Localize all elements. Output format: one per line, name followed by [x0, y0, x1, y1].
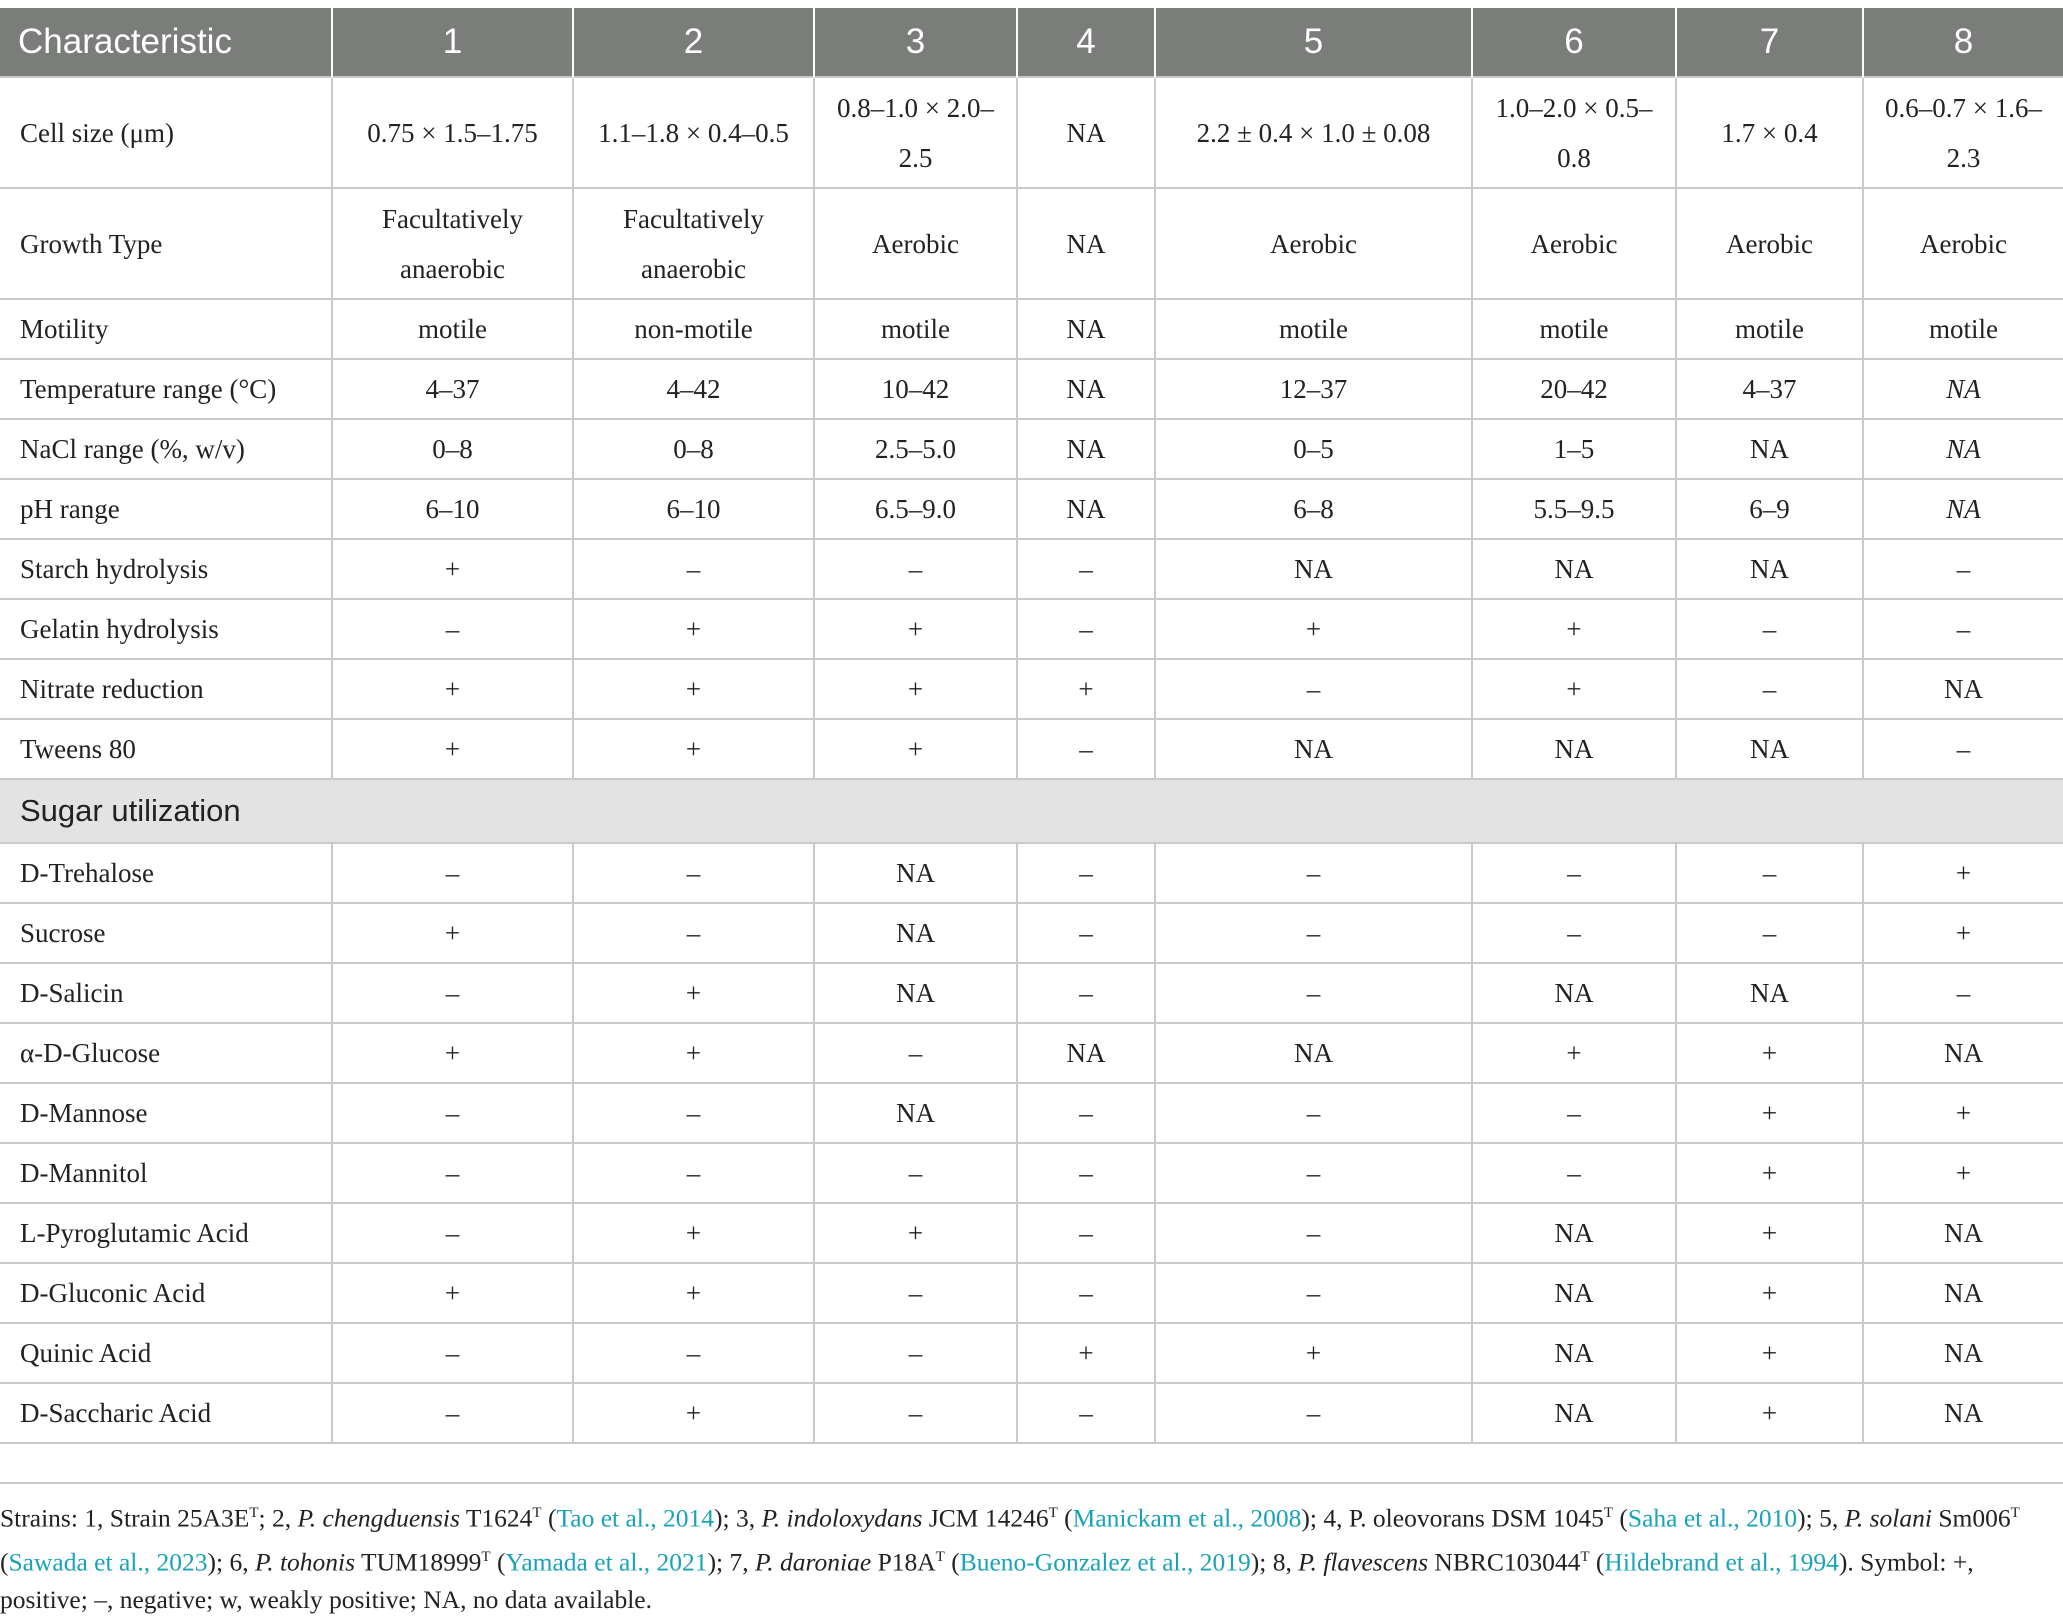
table-cell: –: [1155, 659, 1472, 719]
strain-3-id: JCM 14246: [922, 1503, 1049, 1533]
row-label: Nitrate reduction: [0, 659, 332, 719]
strain-4: 4, P. oleovorans DSM 1045: [1323, 1503, 1604, 1533]
table-cell: +: [332, 539, 573, 599]
table-cell: +: [573, 719, 814, 779]
table-cell: –: [332, 1383, 573, 1443]
table-cell: –: [1155, 1143, 1472, 1203]
table-row: [0, 1323, 2063, 1383]
table-cell: +: [1676, 1323, 1863, 1383]
table-cell: +: [814, 659, 1017, 719]
table-row: [0, 1143, 2063, 1203]
strain-2-id: T1624: [459, 1503, 533, 1533]
table-cell: –: [814, 539, 1017, 599]
table-cell: 2.2 ± 0.4 × 1.0 ± 0.08: [1155, 77, 1472, 188]
table-cell: –: [1863, 539, 2063, 599]
strain-8-id: NBRC103044: [1428, 1547, 1581, 1576]
strain-6-id: TUM18999: [355, 1547, 482, 1576]
row-label: Quinic Acid: [0, 1323, 332, 1383]
table-cell: 6–10: [573, 479, 814, 539]
table-cell: +: [573, 1383, 814, 1443]
table-cell: +: [814, 719, 1017, 779]
column-header-strain-6: 6: [1472, 8, 1676, 77]
row-label: D-Mannose: [0, 1083, 332, 1143]
row-label: pH range: [0, 479, 332, 539]
section-label: Sugar utilization: [0, 779, 2063, 843]
table-row: [0, 188, 2063, 299]
reference-link[interactable]: Tao et al., 2014: [556, 1503, 714, 1533]
table-cell: 4–37: [1676, 359, 1863, 419]
table-cell: +: [1676, 1263, 1863, 1323]
table-cell: –: [573, 539, 814, 599]
row-label: Temperature range (°C): [0, 359, 332, 419]
table-cell: 1.0–2.0 × 0.5–0.8: [1472, 77, 1676, 188]
table-header-row: [0, 8, 2063, 77]
table-cell: 2.5–5.0: [814, 419, 1017, 479]
strain-8-number: 8,: [1272, 1547, 1299, 1576]
table-cell: +: [1472, 599, 1676, 659]
table-cell: –: [332, 1143, 573, 1203]
column-header-strain-8: 8: [1863, 8, 2063, 77]
table-cell: –: [1863, 719, 2063, 779]
table-cell: –: [1017, 843, 1155, 903]
table-cell: NA: [1472, 539, 1676, 599]
table-cell: NA: [1155, 719, 1472, 779]
table-cell: –: [1017, 599, 1155, 659]
table-cell: NA: [1017, 479, 1155, 539]
table-cell: –: [332, 1203, 573, 1263]
row-label: Cell size (μm): [0, 77, 332, 188]
table-cell: –: [1017, 963, 1155, 1023]
table-row: [0, 599, 2063, 659]
row-label: D-Gluconic Acid: [0, 1263, 332, 1323]
table-cell: NA: [1472, 1323, 1676, 1383]
table-cell: 1.1–1.8 × 0.4–0.5: [573, 77, 814, 188]
table-cell: NA: [1472, 963, 1676, 1023]
table-cell: +: [1676, 1083, 1863, 1143]
table-cell: 1–5: [1472, 419, 1676, 479]
table-cell: NA: [1017, 299, 1155, 359]
table-cell: +: [814, 599, 1017, 659]
table-cell: 0–8: [573, 419, 814, 479]
table-cell: 20–42: [1472, 359, 1676, 419]
row-label: D-Saccharic Acid: [0, 1383, 332, 1443]
table-cell: +: [332, 1023, 573, 1083]
table-cell: –: [1017, 903, 1155, 963]
table-row: [0, 77, 2063, 188]
row-label: D-Mannitol: [0, 1143, 332, 1203]
table-cell: NA: [1472, 1263, 1676, 1323]
column-header-strain-5: 5: [1155, 8, 1472, 77]
table-cell: –: [1155, 1263, 1472, 1323]
table-cell: NA: [1676, 963, 1863, 1023]
table-cell: –: [332, 963, 573, 1023]
type-strain-mark: T: [935, 1548, 945, 1565]
table-cell: NA: [1155, 1023, 1472, 1083]
row-label: Starch hydrolysis: [0, 539, 332, 599]
table-cell: –: [573, 843, 814, 903]
column-header-strain-4: 4: [1017, 8, 1155, 77]
table-cell: –: [573, 1323, 814, 1383]
type-strain-mark: T: [1580, 1548, 1590, 1565]
table-cell: NA: [1017, 419, 1155, 479]
table-cell: NA: [1017, 1023, 1155, 1083]
column-header-strain-3: 3: [814, 8, 1017, 77]
table-cell: NA: [1863, 479, 2063, 539]
table-cell: NA: [1863, 1263, 2063, 1323]
table-cell: –: [814, 1383, 1017, 1443]
table-cell: –: [1676, 903, 1863, 963]
table-cell: +: [1863, 843, 2063, 903]
table-cell: +: [1863, 1083, 2063, 1143]
strain-7-id: P18A: [871, 1547, 936, 1576]
table-cell: NA: [814, 1083, 1017, 1143]
table-row: [0, 719, 2063, 779]
strain-2-species: P. chengduensis: [297, 1503, 460, 1533]
column-header-strain-1: 1: [332, 8, 573, 77]
strains-label: Strains:: [0, 1503, 85, 1533]
type-strain-mark: T: [1048, 1505, 1058, 1521]
table-row: [0, 299, 2063, 359]
table-cell: Aerobic: [814, 188, 1017, 299]
table-cell: +: [573, 599, 814, 659]
table-cell: +: [1472, 1023, 1676, 1083]
table-cell: +: [1863, 1143, 2063, 1203]
table-cell: NA: [1863, 1323, 2063, 1383]
reference-link[interactable]: Manickam et al., 2008: [1072, 1503, 1302, 1533]
table-cell: NA: [1472, 1203, 1676, 1263]
table-cell: –: [1472, 903, 1676, 963]
symbol-legend: Symbol: +, positive; –, negative; w, weakly positive; NA, no data available.: [0, 1547, 1974, 1614]
table-cell: –: [1155, 1083, 1472, 1143]
row-label: L-Pyroglutamic Acid: [0, 1203, 332, 1263]
table-cell: motile: [1676, 299, 1863, 359]
table-cell: +: [573, 1263, 814, 1323]
table-cell: –: [1472, 843, 1676, 903]
row-label: D-Salicin: [0, 963, 332, 1023]
strain-8-species: P. flavescens: [1298, 1547, 1429, 1576]
table-cell: NA: [1676, 539, 1863, 599]
table-row: [0, 1203, 2063, 1263]
table-row: [0, 539, 2063, 599]
table-cell: 6–8: [1155, 479, 1472, 539]
table-cell: 0.8–1.0 × 2.0–2.5: [814, 77, 1017, 188]
table-cell: –: [814, 1263, 1017, 1323]
reference-link[interactable]: Bueno-Gonzalez et al., 2019: [959, 1547, 1251, 1576]
table-cell: –: [1863, 599, 2063, 659]
table-row: [0, 659, 2063, 719]
table-cell: NA: [1017, 188, 1155, 299]
reference-link[interactable]: Saha et al., 2010: [1627, 1503, 1798, 1533]
table-cell: –: [1676, 599, 1863, 659]
table-cell: non-motile: [573, 299, 814, 359]
table-row: [0, 1023, 2063, 1083]
table-cell: –: [1017, 1083, 1155, 1143]
table-row: [0, 1083, 2063, 1143]
table-cell: –: [1017, 719, 1155, 779]
table-row: [0, 963, 2063, 1023]
table-cell: 0–8: [332, 419, 573, 479]
table-cell: NA: [814, 903, 1017, 963]
row-label: Motility: [0, 299, 332, 359]
table-cell: +: [573, 659, 814, 719]
table-cell: motile: [814, 299, 1017, 359]
table-cell: Facultatively anaerobic: [573, 188, 814, 299]
table-cell: –: [1017, 1143, 1155, 1203]
type-strain-mark: T: [481, 1548, 491, 1565]
table-cell: +: [814, 1203, 1017, 1263]
table-cell: –: [1155, 843, 1472, 903]
table-cell: +: [1676, 1023, 1863, 1083]
strain-6-number: 6,: [229, 1547, 255, 1576]
table-cell: –: [1676, 843, 1863, 903]
row-label: D-Trehalose: [0, 843, 332, 903]
table-cell: NA: [1676, 419, 1863, 479]
table-cell: 6–10: [332, 479, 573, 539]
table-cell: NA: [1472, 1383, 1676, 1443]
reference-link[interactable]: Hildebrand et al., 1994: [1604, 1547, 1839, 1576]
table-cell: +: [1017, 659, 1155, 719]
table-cell: –: [573, 903, 814, 963]
strain-6-species: P. tohonis: [254, 1547, 356, 1576]
table-cell: 0.75 × 1.5–1.75: [332, 77, 573, 188]
table-cell: NA: [1676, 719, 1863, 779]
table-cell: 6.5–9.0: [814, 479, 1017, 539]
table-cell: –: [1472, 1083, 1676, 1143]
type-strain-mark: T: [2010, 1505, 2020, 1521]
table-cell: +: [573, 963, 814, 1023]
table-cell: +: [1155, 599, 1472, 659]
strain-5-id: Sm006: [1931, 1503, 2011, 1533]
column-header-strain-2: 2: [573, 8, 814, 77]
reference-link[interactable]: Sawada et al., 2023: [8, 1547, 208, 1576]
column-header-strain-7: 7: [1676, 8, 1863, 77]
reference-link[interactable]: Yamada et al., 2021: [505, 1547, 708, 1576]
strain-7-number: 7,: [729, 1547, 756, 1576]
table-cell: +: [1472, 659, 1676, 719]
table-cell: +: [1155, 1323, 1472, 1383]
table-cell: –: [1017, 1263, 1155, 1323]
row-label: Sucrose: [0, 903, 332, 963]
strain-3-species: P. indoloxydans: [761, 1503, 923, 1533]
table-cell: –: [1155, 1203, 1472, 1263]
row-label: Tweens 80: [0, 719, 332, 779]
table-cell: –: [332, 599, 573, 659]
table-cell: Facultatively anaerobic: [332, 188, 573, 299]
table-cell: –: [1155, 1383, 1472, 1443]
table-cell: NA: [1863, 419, 2063, 479]
table-row: [0, 903, 2063, 963]
table-cell: –: [1472, 1143, 1676, 1203]
table-cell: –: [573, 1083, 814, 1143]
table-cell: 4–42: [573, 359, 814, 419]
table-cell: +: [1676, 1143, 1863, 1203]
table-cell: 0–5: [1155, 419, 1472, 479]
table-cell: +: [573, 1203, 814, 1263]
table-cell: –: [1863, 963, 2063, 1023]
table-cell: +: [332, 719, 573, 779]
table-cell: NA: [1863, 1023, 2063, 1083]
table-cell: +: [573, 1023, 814, 1083]
table-cell: +: [332, 659, 573, 719]
table-cell: Aerobic: [1863, 188, 2063, 299]
table-cell: +: [1676, 1383, 1863, 1443]
table-cell: –: [1155, 903, 1472, 963]
section-row-sugar-utilization: [0, 779, 2063, 843]
strain-3-number: 3,: [735, 1503, 762, 1533]
table-cell: –: [814, 1323, 1017, 1383]
table-row: [0, 419, 2063, 479]
row-label: Gelatin hydrolysis: [0, 599, 332, 659]
table-cell: motile: [1472, 299, 1676, 359]
row-label: NaCl range (%, w/v): [0, 419, 332, 479]
table-cell: NA: [814, 963, 1017, 1023]
table-cell: +: [332, 903, 573, 963]
table-row: [0, 843, 2063, 903]
table-cell: Aerobic: [1472, 188, 1676, 299]
table-cell: NA: [1017, 77, 1155, 188]
strain-7-species: P. daroniae: [755, 1547, 872, 1576]
strain-5-species: P. solani: [1844, 1503, 1932, 1533]
table-cell: –: [1155, 963, 1472, 1023]
table-cell: +: [1676, 1203, 1863, 1263]
table-cell: –: [332, 1323, 573, 1383]
table-cell: Aerobic: [1155, 188, 1472, 299]
table-cell: NA: [1017, 359, 1155, 419]
type-strain-mark: T: [1603, 1505, 1614, 1521]
table-cell: 1.7 × 0.4: [1676, 77, 1863, 188]
strain-1: 1, Strain 25A3E: [84, 1503, 250, 1533]
table-row: [0, 1383, 2063, 1443]
column-header-characteristic: Characteristic: [0, 8, 332, 77]
table-cell: +: [1017, 1323, 1155, 1383]
table-row: [0, 1263, 2063, 1323]
table-cell: 6–9: [1676, 479, 1863, 539]
table-row: [0, 479, 2063, 539]
table-cell: +: [1863, 903, 2063, 963]
table-cell: NA: [1863, 659, 2063, 719]
table-cell: 4–37: [332, 359, 573, 419]
row-label: Growth Type: [0, 188, 332, 299]
table-cell: –: [1676, 659, 1863, 719]
table-cell: –: [1017, 539, 1155, 599]
table-cell: motile: [332, 299, 573, 359]
table-row: [0, 359, 2063, 419]
table-cell: NA: [1863, 359, 2063, 419]
comparison-table: [0, 8, 2063, 1444]
table-cell: NA: [1155, 539, 1472, 599]
table-cell: NA: [1863, 1203, 2063, 1263]
table-cell: NA: [1863, 1383, 2063, 1443]
strain-5-number: 5,: [1819, 1503, 1845, 1533]
table-cell: –: [573, 1143, 814, 1203]
type-strain-mark: T: [532, 1505, 542, 1521]
table-cell: Aerobic: [1676, 188, 1863, 299]
type-strain-mark: T: [249, 1505, 259, 1521]
table-cell: –: [332, 1083, 573, 1143]
row-label: α-D-Glucose: [0, 1023, 332, 1083]
table-cell: +: [332, 1263, 573, 1323]
table-cell: 10–42: [814, 359, 1017, 419]
table-cell: motile: [1863, 299, 2063, 359]
table-cell: –: [332, 843, 573, 903]
table-cell: NA: [814, 843, 1017, 903]
table-cell: 0.6–0.7 × 1.6–2.3: [1863, 77, 2063, 188]
table-cell: –: [814, 1143, 1017, 1203]
table-cell: 12–37: [1155, 359, 1472, 419]
strain-2-number: 2,: [271, 1503, 298, 1533]
table-cell: 5.5–9.5: [1472, 479, 1676, 539]
table-cell: –: [1017, 1203, 1155, 1263]
table-cell: –: [814, 1023, 1017, 1083]
table-cell: –: [1017, 1383, 1155, 1443]
table-cell: motile: [1155, 299, 1472, 359]
table-body: [0, 77, 2063, 1443]
table-cell: NA: [1472, 719, 1676, 779]
table-footnote: Strains: 1, Strain $25A3E^T$; 2, P. chengduensis $T1624^T$ (Tao et al., 2014); 3, P. indoloxydans JCM $14246^T$ (Manickam et al., 2008); 4, P. oleovorans DSM $1045^T$ (Saha et al., 2010); 5, P. solani $Sm006^T$ (Sawada et al., 2023); 6, P. tohonis $TUM18999^T$ (Yamada et al., 2021); 7, P. daroniae $P18A^T$ (Bueno-Gonzalez et al., 2019); 8, P. flavescens $NBRC103044^T$ (Hildebrand et al., 1994). Symbol: +, positive; –, negative; w, weakly positive; NA, no data available.: [0, 1482, 2063, 1619]
